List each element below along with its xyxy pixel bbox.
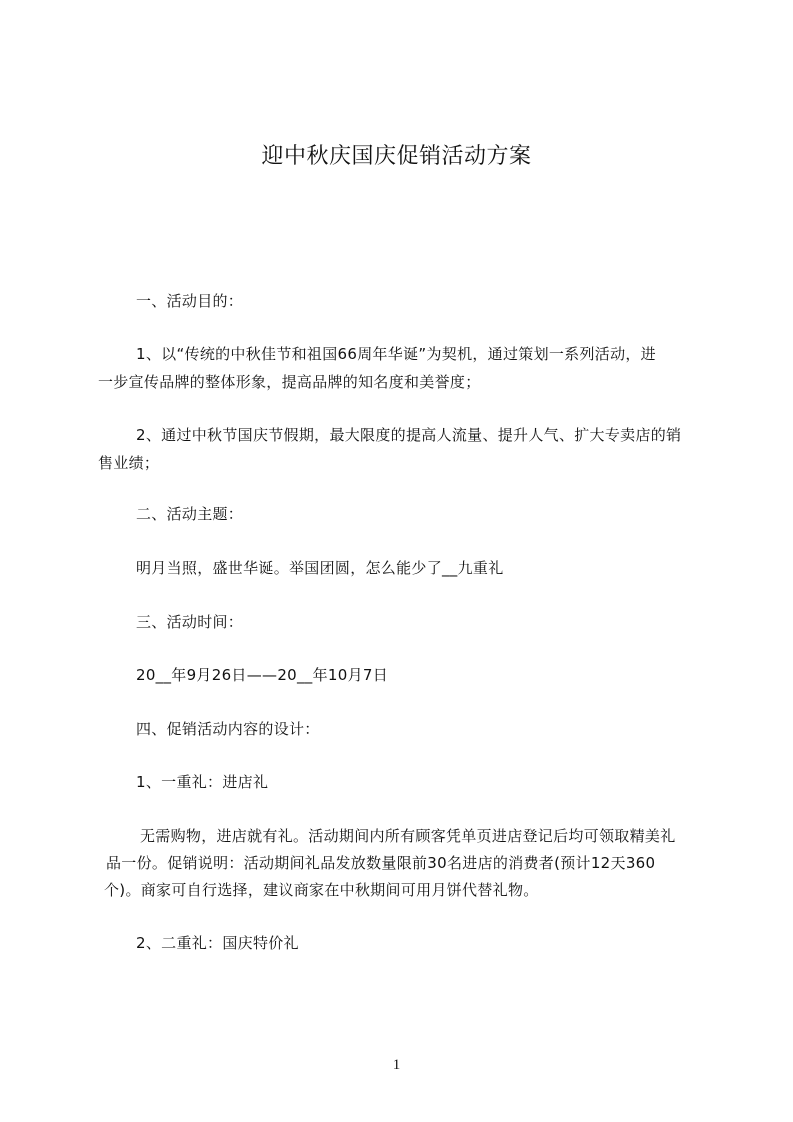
purpose-item-2-line-2: 售业绩； <box>98 454 160 472</box>
purpose-item-1-line-2: 一步宣传品牌的整体形象，提高品牌的知名度和美誉度； <box>98 373 481 391</box>
gift-1-line-3: 个)。商家可自行选择，建议商家在中秋期间可用月饼代替礼物。 <box>104 881 539 899</box>
gift-1-heading: 1、一重礼：进店礼 <box>136 773 269 791</box>
section-heading-theme: 二、活动主题： <box>136 505 244 523</box>
page-number: 1 <box>392 1057 401 1073</box>
gift-1-line-2: 品一份。促销说明：活动期间礼品发放数量限前30名进店的消费者(预计12天360 <box>106 854 656 872</box>
page-title: 迎中秋庆国庆促销活动方案 <box>261 144 532 169</box>
purpose-item-2-line-1: 2、通过中秋节国庆节假期，最大限度的提高人流量、提升人气、扩大专卖店的销 <box>136 426 682 444</box>
section-heading-time: 三、活动时间： <box>136 613 244 631</box>
section-heading-content: 四、促销活动内容的设计： <box>136 720 320 738</box>
time-text: 20__年9月26日——20__年10月7日 <box>136 666 389 684</box>
gift-2-heading: 2、二重礼：国庆特价礼 <box>136 934 299 952</box>
gift-1-line-1: 无需购物，进店就有礼。活动期间内所有顾客凭单页进店登记后均可领取精美礼 <box>140 827 676 845</box>
theme-text: 明月当照，盛世华诞。举国团圆，怎么能少了__九重礼 <box>136 559 504 577</box>
purpose-item-1-line-1: 1、以“传统的中秋佳节和祖国66周年华诞”为契机，通过策划一系列活动，进 <box>136 345 656 363</box>
section-heading-purpose: 一、活动目的： <box>136 292 244 310</box>
